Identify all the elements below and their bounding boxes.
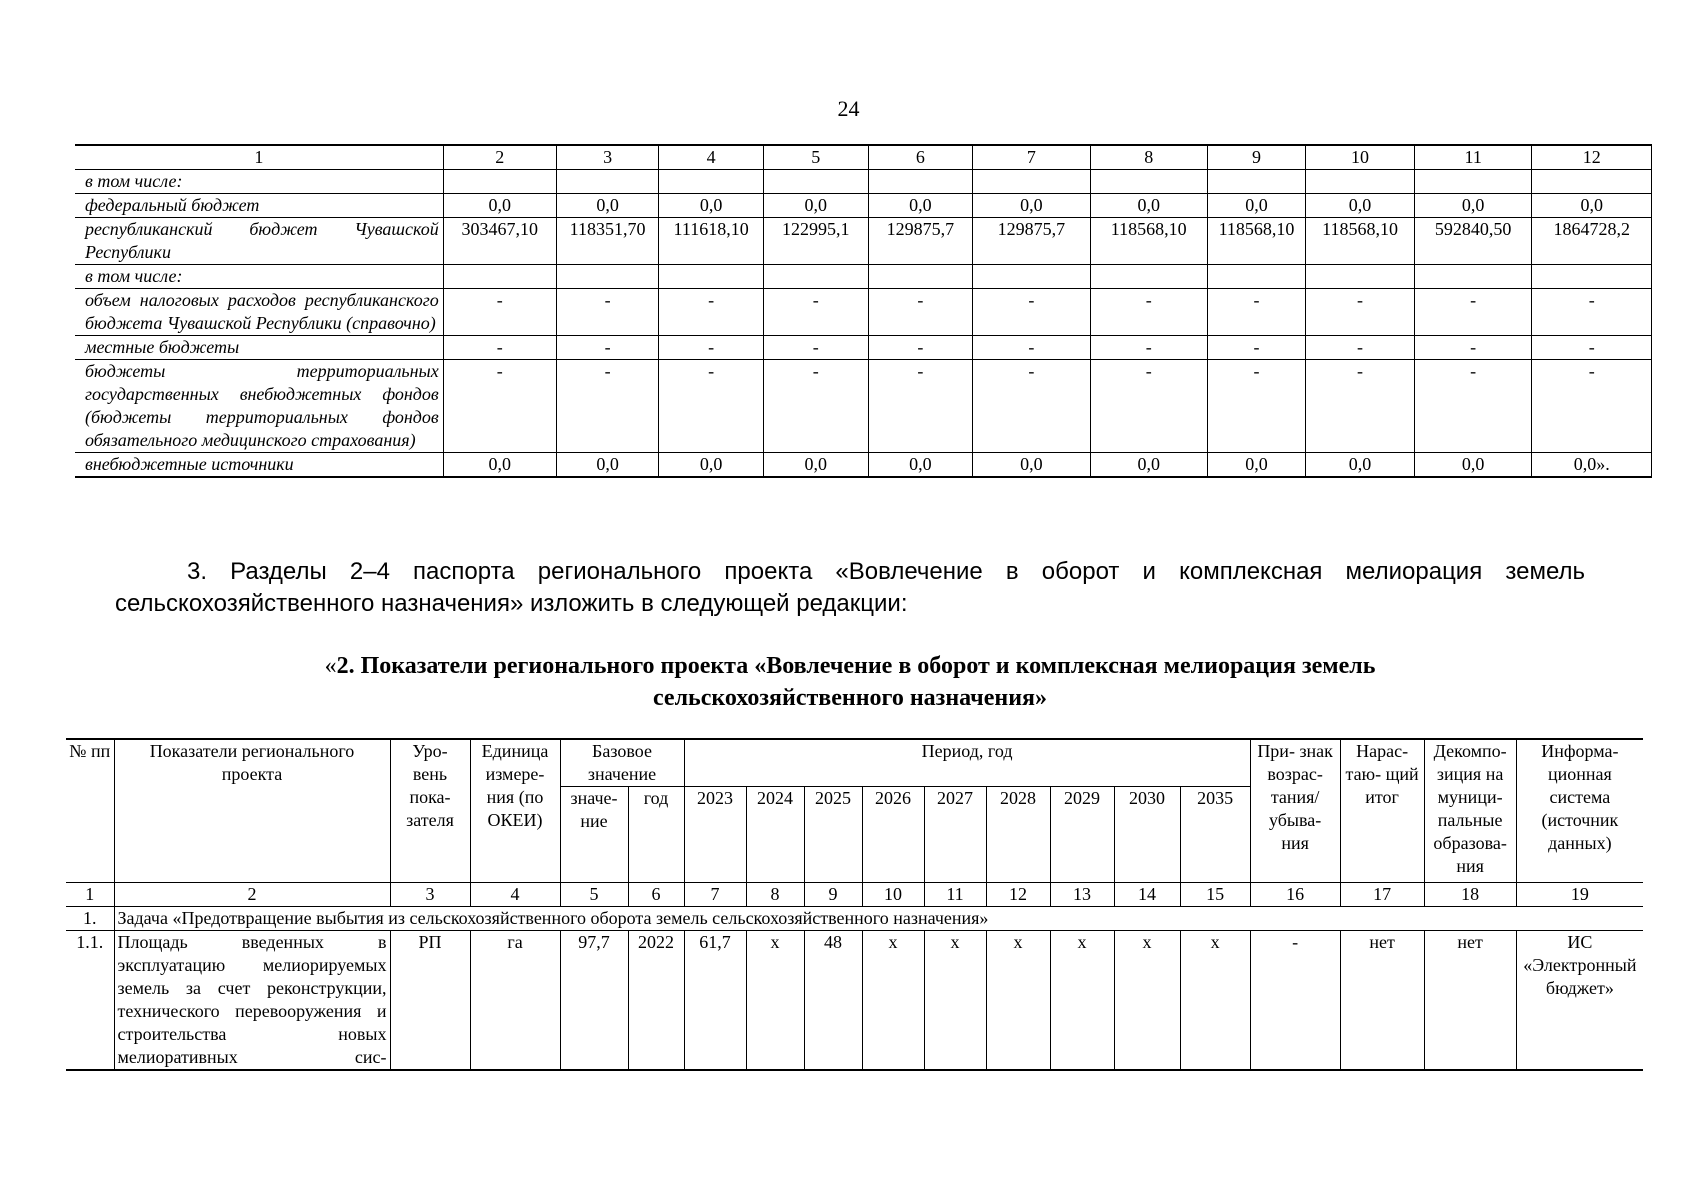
column-number-cell: 6 <box>628 883 684 907</box>
header-year: 2025 <box>804 787 862 883</box>
column-number-cell: 7 <box>684 883 746 907</box>
finance-cell: - <box>1306 336 1415 360</box>
finance-cell <box>1532 265 1652 289</box>
indicator-year-value: х <box>746 931 804 1071</box>
finance-cell: - <box>1090 289 1207 336</box>
finance-cell: 0,0 <box>556 194 658 218</box>
section-title-quote: « <box>324 653 337 679</box>
finance-row <box>75 289 1652 336</box>
task-num: 1. <box>66 907 114 931</box>
finance-cell: 0,0 <box>763 453 868 478</box>
finance-cell <box>868 170 973 194</box>
column-number-cell: 8 <box>746 883 804 907</box>
finance-cell <box>1532 170 1652 194</box>
finance-cell: 0,0 <box>1306 194 1415 218</box>
finance-cell: 0,0 <box>556 453 658 478</box>
finance-cell: 118568,10 <box>1306 218 1415 265</box>
header-year: 2035 <box>1180 787 1250 883</box>
finance-cell: 303467,10 <box>443 218 556 265</box>
column-number-cell: 11 <box>924 883 986 907</box>
column-number-cell: 18 <box>1424 883 1516 907</box>
finance-row <box>75 170 1652 194</box>
finance-cell: - <box>868 336 973 360</box>
finance-cell: - <box>556 289 658 336</box>
header-year: 2026 <box>862 787 924 883</box>
finance-cell: 129875,7 <box>868 218 973 265</box>
column-number-cell: 10 <box>862 883 924 907</box>
indicator-year-value: 61,7 <box>684 931 746 1071</box>
header-year: 2027 <box>924 787 986 883</box>
finance-cell: - <box>1090 336 1207 360</box>
header-decomposition: Декомпо- зиция на муници- пальные образова- ния <box>1424 739 1516 883</box>
header-indicator: Показатели регионального проекта <box>114 739 390 883</box>
finance-cell: - <box>1532 336 1652 360</box>
finance-cell: - <box>1207 360 1305 453</box>
finance-cell: - <box>556 360 658 453</box>
finance-cell: - <box>659 336 764 360</box>
finance-cell <box>1090 170 1207 194</box>
finance-header-cell: 12 <box>1532 145 1652 170</box>
column-number-cell: 9 <box>804 883 862 907</box>
finance-cell: - <box>556 336 658 360</box>
finance-row-label: объем налоговых расходов республиканского бюджета Чувашской Республики (справочно) <box>75 289 443 336</box>
finance-cell: 118568,10 <box>1090 218 1207 265</box>
finance-cell: - <box>659 360 764 453</box>
finance-header-cell: 9 <box>1207 145 1305 170</box>
finance-cell: 0,0 <box>659 453 764 478</box>
column-number-cell: 17 <box>1340 883 1424 907</box>
finance-cell: 0,0 <box>1207 453 1305 478</box>
finance-cell: 592840,50 <box>1414 218 1531 265</box>
indicator-year-value: х <box>1180 931 1250 1071</box>
header-num: № пп <box>66 739 114 883</box>
finance-cell <box>443 265 556 289</box>
column-number-cell: 14 <box>1114 883 1180 907</box>
header-period: Период, год <box>684 739 1250 787</box>
finance-cell <box>868 265 973 289</box>
column-number-cell: 5 <box>560 883 628 907</box>
finance-row-label: в том числе: <box>75 265 443 289</box>
finance-row <box>75 336 1652 360</box>
finance-cell: 0,0 <box>1207 194 1305 218</box>
finance-cell: - <box>763 289 868 336</box>
finance-row-label: республиканский бюджет Чувашской Республики <box>75 218 443 265</box>
finance-cell: 0,0 <box>1532 194 1652 218</box>
indicator-row <box>66 931 1643 1071</box>
indicator-year-value: х <box>924 931 986 1071</box>
finance-cell: - <box>1306 360 1415 453</box>
finance-header-cell: 6 <box>868 145 973 170</box>
finance-cell: 111618,10 <box>659 218 764 265</box>
finance-cell: 0,0 <box>1414 453 1531 478</box>
header-base: Базовое значение <box>560 739 684 787</box>
section-title <box>110 650 1590 714</box>
indicator-info-system: ИС «Электронный бюджет» <box>1516 931 1643 1071</box>
indicator-year-value: х <box>1050 931 1114 1071</box>
finance-row-label: бюджеты территориальных государственных внебюджетных фондов (бюджеты территориальных фондов обязательного медицинского страхования) <box>75 360 443 453</box>
finance-cell <box>556 170 658 194</box>
header-year: 2028 <box>986 787 1050 883</box>
page-number: 24 <box>837 96 860 121</box>
finance-cell <box>1090 265 1207 289</box>
finance-cell: 0,0 <box>763 194 868 218</box>
finance-cell: - <box>1414 336 1531 360</box>
finance-cell: 0,0 <box>868 194 973 218</box>
column-number-cell: 2 <box>114 883 390 907</box>
header-year: 2024 <box>746 787 804 883</box>
finance-cell <box>973 170 1090 194</box>
indicator-base-value: 97,7 <box>560 931 628 1071</box>
finance-row-label: внебюджетные источники <box>75 453 443 478</box>
finance-cell: - <box>1414 360 1531 453</box>
indicator-cumulative: нет <box>1340 931 1424 1071</box>
finance-cell: - <box>1090 360 1207 453</box>
column-number-cell: 15 <box>1180 883 1250 907</box>
indicator-year-value: х <box>862 931 924 1071</box>
column-number-cell: 13 <box>1050 883 1114 907</box>
finance-cell <box>659 170 764 194</box>
finance-cell: 118568,10 <box>1207 218 1305 265</box>
finance-cell: - <box>1306 289 1415 336</box>
finance-row-label: федеральный бюджет <box>75 194 443 218</box>
header-year: 2023 <box>684 787 746 883</box>
indicator-year-value: х <box>986 931 1050 1071</box>
finance-cell <box>1207 170 1305 194</box>
finance-header-cell: 11 <box>1414 145 1531 170</box>
finance-cell: - <box>973 360 1090 453</box>
indicator-decomposition: нет <box>1424 931 1516 1071</box>
finance-cell: - <box>1532 289 1652 336</box>
finance-row <box>75 218 1652 265</box>
header-info-system: Информа- ционная система (источник данных) <box>1516 739 1643 883</box>
indicator-year-value: 48 <box>804 931 862 1071</box>
finance-cell <box>659 265 764 289</box>
finance-cell: - <box>763 360 868 453</box>
column-numbers-row <box>66 883 1643 907</box>
finance-cell: 0,0 <box>1090 194 1207 218</box>
finance-row <box>75 453 1652 478</box>
finance-cell: 0,0 <box>443 194 556 218</box>
finance-header-cell: 5 <box>763 145 868 170</box>
finance-cell: - <box>1207 336 1305 360</box>
finance-cell: - <box>443 360 556 453</box>
instruction-paragraph: 3. Разделы 2–4 паспорта регионального проекта «Вовлечение в оборот и комплексная мелиорация земель сельскохозяйственного назначения» изложить в следующей редакции: <box>115 558 1585 617</box>
finance-row <box>75 360 1652 453</box>
column-number-cell: 3 <box>390 883 470 907</box>
finance-cell: 0,0 <box>1306 453 1415 478</box>
finance-cell <box>1414 170 1531 194</box>
finance-cell <box>763 170 868 194</box>
finance-cell: 0,0 <box>659 194 764 218</box>
finance-cell <box>1414 265 1531 289</box>
header-year: 2030 <box>1114 787 1180 883</box>
finance-header-cell: 2 <box>443 145 556 170</box>
finance-cell <box>973 265 1090 289</box>
finance-row-label: в том числе: <box>75 170 443 194</box>
finance-cell: 129875,7 <box>973 218 1090 265</box>
finance-cell: 0,0 <box>868 453 973 478</box>
finance-cell <box>1207 265 1305 289</box>
finance-cell: - <box>868 289 973 336</box>
indicator-name: Площадь введенных в эксплуатацию мелиорируемых земель за счет реконструкции, технического перевооружения и строительства новых мелиоративных сис- <box>114 931 390 1071</box>
section-title-line1: 2. Показатели регионального проекта «Вовлечение в оборот и комплексная мелиорация земель <box>336 653 1376 679</box>
column-number-cell: 1 <box>66 883 114 907</box>
indicator-level: РП <box>390 931 470 1071</box>
task-row <box>66 907 1643 931</box>
finance-cell: - <box>763 336 868 360</box>
indicator-sign: - <box>1250 931 1340 1071</box>
finance-cell: - <box>1207 289 1305 336</box>
finance-cell <box>1306 265 1415 289</box>
finance-header-cell: 4 <box>659 145 764 170</box>
finance-row-label: местные бюджеты <box>75 336 443 360</box>
finance-row <box>75 265 1652 289</box>
header-base-year: год <box>628 787 684 883</box>
header-year: 2029 <box>1050 787 1114 883</box>
header-unit: Единица измере- ния (по ОКЕИ) <box>470 739 560 883</box>
header-cumulative: Нарас- таю- щий итог <box>1340 739 1424 883</box>
indicator-unit: га <box>470 931 560 1071</box>
section-title-line2: сельскохозяйственного назначения» <box>652 685 1048 711</box>
header-sign: При- знак возрас- тания/ убыва- ния <box>1250 739 1340 883</box>
header-row-1 <box>66 739 1643 787</box>
finance-cell: 118351,70 <box>556 218 658 265</box>
finance-cell: 0,0 <box>973 194 1090 218</box>
finance-row <box>75 194 1652 218</box>
finance-header-cell: 8 <box>1090 145 1207 170</box>
finance-cell: - <box>659 289 764 336</box>
header-base-value: значе- ние <box>560 787 628 883</box>
column-number-cell: 4 <box>470 883 560 907</box>
finance-cell: - <box>1532 360 1652 453</box>
finance-header-cell: 3 <box>556 145 658 170</box>
finance-cell: 122995,1 <box>763 218 868 265</box>
task-text: Задача «Предотвращение выбытия из сельскохозяйственного оборота земель сельскохозяйственного назначения» <box>114 907 1643 931</box>
finance-header-cell: 7 <box>973 145 1090 170</box>
finance-cell: 0,0». <box>1532 453 1652 478</box>
column-number-cell: 12 <box>986 883 1050 907</box>
finance-cell: - <box>443 289 556 336</box>
finance-cell <box>556 265 658 289</box>
indicators-table <box>66 738 1643 1071</box>
header-level: Уро- вень пока- зателя <box>390 739 470 883</box>
finance-cell: 1864728,2 <box>1532 218 1652 265</box>
finance-cell: 0,0 <box>973 453 1090 478</box>
finance-cell: - <box>868 360 973 453</box>
indicator-base-year: 2022 <box>628 931 684 1071</box>
finance-cell <box>1306 170 1415 194</box>
finance-cell: 0,0 <box>443 453 556 478</box>
finance-cell: 0,0 <box>1090 453 1207 478</box>
indicator-year-value: х <box>1114 931 1180 1071</box>
indicator-num: 1.1. <box>66 931 114 1071</box>
finance-header-cell: 10 <box>1306 145 1415 170</box>
finance-table <box>75 144 1652 478</box>
finance-cell: - <box>443 336 556 360</box>
finance-header-row <box>75 145 1652 170</box>
finance-cell: - <box>1414 289 1531 336</box>
finance-cell: 0,0 <box>1414 194 1531 218</box>
column-number-cell: 16 <box>1250 883 1340 907</box>
column-number-cell: 19 <box>1516 883 1643 907</box>
finance-cell <box>763 265 868 289</box>
finance-header-cell: 1 <box>75 145 443 170</box>
finance-cell: - <box>973 289 1090 336</box>
finance-cell: - <box>973 336 1090 360</box>
finance-cell <box>443 170 556 194</box>
